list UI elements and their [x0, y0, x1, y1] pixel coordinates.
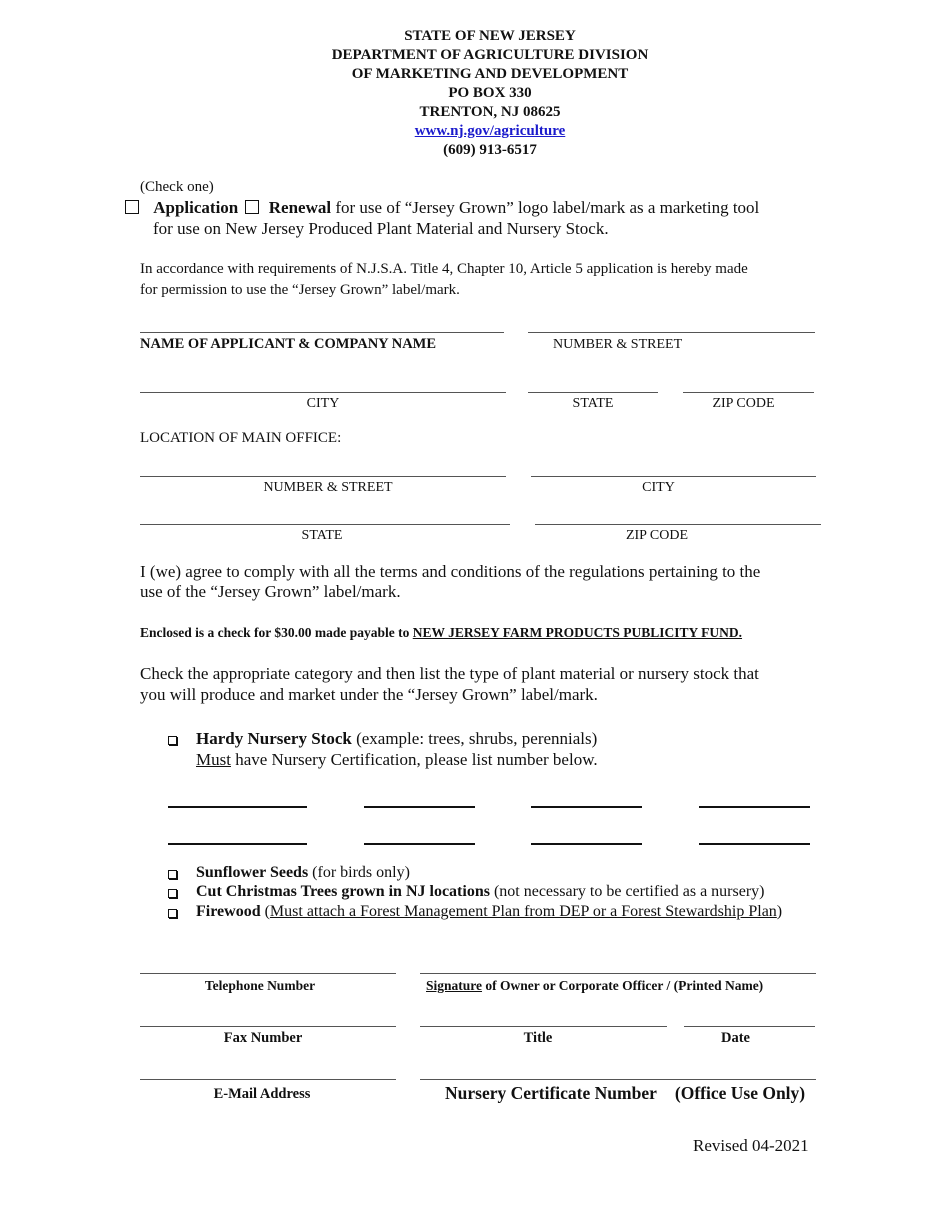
applicant-name-label: NAME OF APPLICANT & COMPANY NAME: [140, 336, 437, 352]
hardy-must: Must: [196, 750, 231, 769]
website-link[interactable]: www.nj.gov/agriculture: [414, 123, 566, 139]
signature-label: [426, 978, 763, 994]
office-state-label: STATE: [301, 528, 343, 543]
firewood-open: (: [260, 903, 270, 920]
state-line[interactable]: [528, 392, 658, 393]
nursery-cert-number-label: [445, 1083, 805, 1104]
title-line[interactable]: [420, 1026, 667, 1027]
date-label: Date: [721, 1030, 750, 1046]
main-office-heading: LOCATION OF MAIN OFFICE:: [140, 430, 342, 446]
cert-number-line[interactable]: [699, 806, 810, 808]
christmas-trees-checkbox[interactable]: [168, 889, 177, 898]
agreement-text-2: use of the “Jersey Grown” label/mark.: [140, 582, 401, 601]
category-intro-1: Check the appropriate category and then list the type of plant material or nursery stock that: [140, 664, 759, 683]
office-use-text: (Office Use Only): [674, 1083, 806, 1103]
hardy-nursery-label: Hardy Nursery Stock: [196, 729, 352, 748]
office-city-label: CITY: [642, 480, 675, 495]
cert-number-line[interactable]: [699, 843, 810, 845]
zip-label: ZIP CODE: [712, 396, 775, 411]
header-department: DEPARTMENT OF AGRICULTURE DIVISION: [331, 47, 649, 63]
fee-prefix: Enclosed is a check for $30.00 made payable to: [140, 625, 413, 640]
sunflower-item: [196, 864, 410, 882]
firewood-close: ): [776, 903, 783, 920]
signature-line[interactable]: [420, 973, 816, 974]
cert-number-line[interactable]: [364, 806, 475, 808]
hardy-nursery-checkbox[interactable]: [168, 736, 177, 745]
christmas-trees-label: Cut Christmas Trees grown in NJ locations: [196, 883, 490, 900]
title-label: Title: [523, 1030, 553, 1046]
christmas-trees-item: [196, 883, 764, 901]
accordance-text-2: for permission to use the “Jersey Grown” label/mark.: [140, 282, 460, 298]
applicant-name-line[interactable]: [140, 332, 504, 333]
hardy-nursery-note: [196, 750, 598, 770]
header-city: TRENTON, NJ 08625: [419, 104, 561, 120]
office-city-line[interactable]: [531, 476, 816, 477]
christmas-trees-note: (not necessary to be certified as a nursery): [489, 883, 765, 900]
number-street-label: NUMBER & STREET: [553, 337, 683, 352]
hardy-nursery-example: (example: trees, shrubs, perennials): [351, 729, 598, 748]
telephone-line[interactable]: [140, 973, 396, 974]
firewood-checkbox[interactable]: [168, 909, 177, 918]
cert-number-line[interactable]: [364, 843, 475, 845]
sunflower-label: Sunflower Seeds: [196, 864, 309, 881]
accordance-text-1: In accordance with requirements of N.J.S.A. Title 4, Chapter 10, Article 5 application is hereby made: [140, 261, 748, 277]
cert-number-line[interactable]: [168, 806, 307, 808]
office-state-line[interactable]: [140, 524, 510, 525]
fax-line[interactable]: [140, 1026, 396, 1027]
office-zip-label: ZIP CODE: [625, 528, 689, 543]
category-intro-2: you will produce and market under the “Jersey Grown” label/mark.: [140, 685, 598, 704]
agency-header: [0, 27, 950, 160]
sunflower-checkbox[interactable]: [168, 870, 177, 879]
cert-number-text: Nursery Certificate Number: [445, 1083, 657, 1103]
sunflower-note: (for birds only): [308, 864, 410, 881]
firewood-label: Firewood: [196, 903, 261, 920]
cert-number-line[interactable]: [168, 843, 307, 845]
signature-rest: of Owner or Corporate Officer / (Printed Name): [482, 978, 764, 993]
cert-number-line[interactable]: [531, 843, 642, 845]
application-label: Application: [153, 198, 239, 217]
email-label: E-Mail Address: [213, 1086, 311, 1102]
number-street-line[interactable]: [528, 332, 815, 333]
revision-date: Revised 04-2021: [693, 1136, 809, 1155]
cert-office-line[interactable]: [420, 1079, 816, 1080]
header-phone: (609) 913-6517: [443, 142, 537, 158]
header-po-box: PO BOX 330: [448, 85, 532, 101]
renewal-label: Renewal: [268, 198, 332, 217]
header-division: OF MARKETING AND DEVELOPMENT: [351, 66, 629, 82]
firewood-item: [196, 903, 782, 921]
city-label: CITY: [306, 396, 340, 411]
fee-statement: [140, 625, 742, 641]
application-type-line: [125, 198, 759, 218]
cert-number-line[interactable]: [531, 806, 642, 808]
application-purpose: for use of “Jersey Grown” logo label/mark as a marketing tool: [331, 198, 760, 217]
hardy-must-rest: have Nursery Certification, please list number below.: [230, 750, 598, 769]
telephone-label: Telephone Number: [204, 978, 316, 993]
application-checkbox[interactable]: [125, 200, 139, 214]
fax-label: Fax Number: [223, 1030, 303, 1046]
office-number-street-label: NUMBER & STREET: [263, 480, 393, 495]
check-one-note: (Check one): [140, 179, 214, 195]
email-line[interactable]: [140, 1079, 396, 1080]
fee-payee: NEW JERSEY FARM PRODUCTS PUBLICITY FUND.: [412, 625, 743, 640]
state-label: STATE: [572, 396, 614, 411]
office-zip-line[interactable]: [535, 524, 821, 525]
city-line[interactable]: [140, 392, 506, 393]
signature-word: Signature: [426, 978, 483, 993]
renewal-checkbox[interactable]: [245, 200, 259, 214]
firewood-requirement: Must attach a Forest Management Plan from DEP or a Forest Stewardship Plan: [269, 903, 777, 920]
hardy-nursery-item: [196, 729, 597, 749]
agreement-text-1: I (we) agree to comply with all the terms and conditions of the regulations pertaining to the: [140, 562, 761, 581]
date-line[interactable]: [684, 1026, 815, 1027]
application-purpose-cont: for use on New Jersey Produced Plant Material and Nursery Stock.: [153, 219, 609, 238]
office-number-street-line[interactable]: [140, 476, 506, 477]
header-state: STATE OF NEW JERSEY: [404, 28, 576, 44]
zip-line[interactable]: [683, 392, 814, 393]
